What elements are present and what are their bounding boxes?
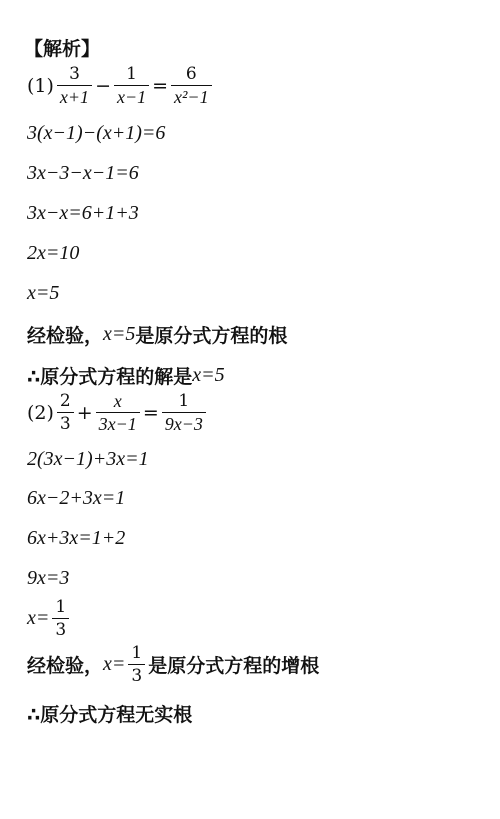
part2-solution-den: 3 [52,618,69,640]
part2-equation [27,391,209,434]
part2-frac3-num: 1 [178,391,190,411]
part1-step-4 [27,242,79,265]
part1-conclusion [27,362,225,389]
part1-check-suffix: 是原分式方程的根 [135,325,288,347]
part2-solution [27,597,72,640]
section-header [24,34,100,61]
part1-frac3 [171,64,212,107]
part1-equation [27,64,215,107]
part1-equals: = [152,74,169,97]
step-text: 2(3x−1)+3x=1 [27,448,149,470]
part2-step-4 [27,567,69,590]
part2-solution-num: 1 [55,597,67,617]
step-text: 3x−3−x−1=6 [27,162,139,184]
part1-conclusion-math: x=5 [192,364,225,386]
part1-step-1 [27,122,165,145]
part1-check [27,321,287,348]
part2-check-suffix: 是原分式方程的增根 [148,655,320,677]
part1-frac3-den: x²−1 [171,85,212,107]
step-text: 9x=3 [27,567,70,589]
part1-step-5 [27,282,59,305]
part2-check-lhs: x= [103,653,126,675]
part1-label: (1) [27,74,54,97]
part2-check-frac [128,643,145,686]
part2-frac1-num: 2 [59,391,71,411]
part2-frac2-num: x [113,391,122,411]
part2-check-num: 1 [131,643,143,663]
part1-frac3-num: 6 [185,64,197,84]
part2-solution-lhs: x= [27,607,50,629]
part1-step-2 [27,162,139,185]
part2-frac3-den: 9x−3 [162,412,206,434]
part1-frac1-den: x+1 [57,85,92,107]
step-text: 3x−x=6+1+3 [27,202,139,224]
part1-frac2 [114,64,149,107]
part2-conclusion [27,700,192,727]
step-text: x=5 [27,282,60,304]
step-text: 6x+3x=1+2 [27,527,126,549]
part2-frac1-den: 3 [57,412,74,434]
part2-step-1 [27,448,149,471]
part2-plus: + [76,401,93,424]
part2-label: (2) [27,401,54,424]
header-text: 【解析】 [24,38,101,60]
part1-frac1 [57,64,92,107]
part2-frac3 [162,391,206,434]
part2-conclusion-text: ∴原分式方程无实根 [27,704,193,726]
part2-equals: = [142,401,159,424]
part2-solution-frac [52,597,69,640]
part1-minus: − [95,74,111,97]
part1-frac2-den: x−1 [114,85,149,107]
part2-frac2 [96,391,140,434]
part2-check-den: 3 [128,664,145,686]
part1-frac1-num: 3 [69,64,80,84]
part1-check-prefix: 经检验， [27,325,104,347]
part1-check-math: x=5 [103,323,136,345]
part2-step-2 [27,487,125,510]
part2-frac1 [57,391,74,434]
part1-step-3 [27,202,139,225]
step-text: 3(x−1)−(x+1)=6 [27,122,166,144]
part2-frac2-den: 3x−1 [96,412,140,434]
part2-check [27,643,319,686]
part1-conclusion-prefix: ∴原分式方程的解是 [27,366,193,388]
part2-step-3 [27,527,125,550]
part2-check-prefix: 经检验， [27,655,104,677]
step-text: 6x−2+3x=1 [27,487,126,509]
step-text: 2x=10 [27,242,80,264]
part1-frac2-num: 1 [126,64,137,84]
